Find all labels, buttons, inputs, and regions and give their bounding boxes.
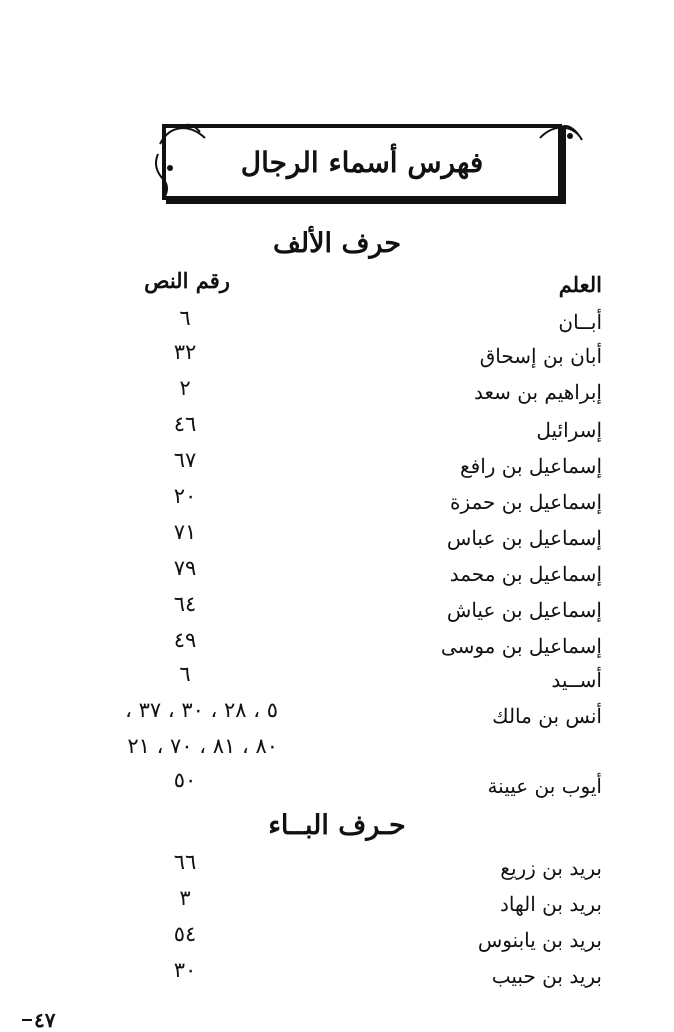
entry-name: أنس بن مالك [492,704,602,728]
entry-number: ٣٢ [173,340,197,364]
entry-number: ٤٩ [173,628,197,652]
entry-name: بريد بن زريع [500,856,602,880]
entry-numbers-line: ٨٠ ، ٨١ ، ٧٠ ، ٢١ [127,734,278,758]
entry-number: ٧٩ [173,556,197,580]
entry-name: بريد بن الهاد [499,892,602,916]
entry-number: ٦ [179,662,191,686]
entry-name: إسماعيل بن محمد [449,562,602,586]
entry-name: إسماعيل بن عياش [446,598,602,622]
entry-number: ٥٠ [173,768,197,792]
entry-name: إسماعيل بن عباس [446,526,602,550]
entry-number: ٣ [179,886,191,910]
entry-number: ٧١ [173,520,197,544]
entry-number: ٢ [179,376,191,400]
entry-name: أبان بن إسحاق [479,344,602,368]
column-header-name: العلم [558,272,602,297]
entry-number: ٦٦ [173,850,197,874]
entry-name: بريد بن حبيب [491,964,602,988]
entry-name: إسماعيل بن رافع [459,454,602,478]
column-header-number: رقم النص [144,268,230,293]
entry-number: ٢٠ [173,484,197,508]
entry-name: إسماعيل بن حمزة [449,490,602,514]
entry-number: ٦٤ [173,592,197,616]
page-number: ٤٧ [34,1008,56,1032]
entry-number: ٥٤ [173,922,197,946]
entry-number: ٤٦ [173,412,197,436]
entry-number: ٦٧ [173,448,197,472]
entry-name: أيوب بن عيينة [487,774,602,798]
entry-name: أســيد [551,668,602,692]
entry-name: إبراهيم بن سعد [473,380,602,404]
section-heading-alif: حرف الألف [272,228,402,259]
page-title: فهرس أسماء الرجال [240,146,484,179]
entry-name: إسرائيل [536,418,602,442]
entry-number: ٣٠ [173,958,197,982]
entry-name: بريد بن يابنوس [477,928,602,952]
entry-name: أبــان [558,310,602,334]
entry-numbers-line: ٥ ، ٢٨ ، ٣٠ ، ٣٧ ، [125,698,278,722]
entry-number: ٦ [179,306,191,330]
section-heading-ba: حـرف البــاء [268,810,406,841]
entry-name: إسماعيل بن موسى [440,634,602,658]
title-frame [162,124,562,200]
